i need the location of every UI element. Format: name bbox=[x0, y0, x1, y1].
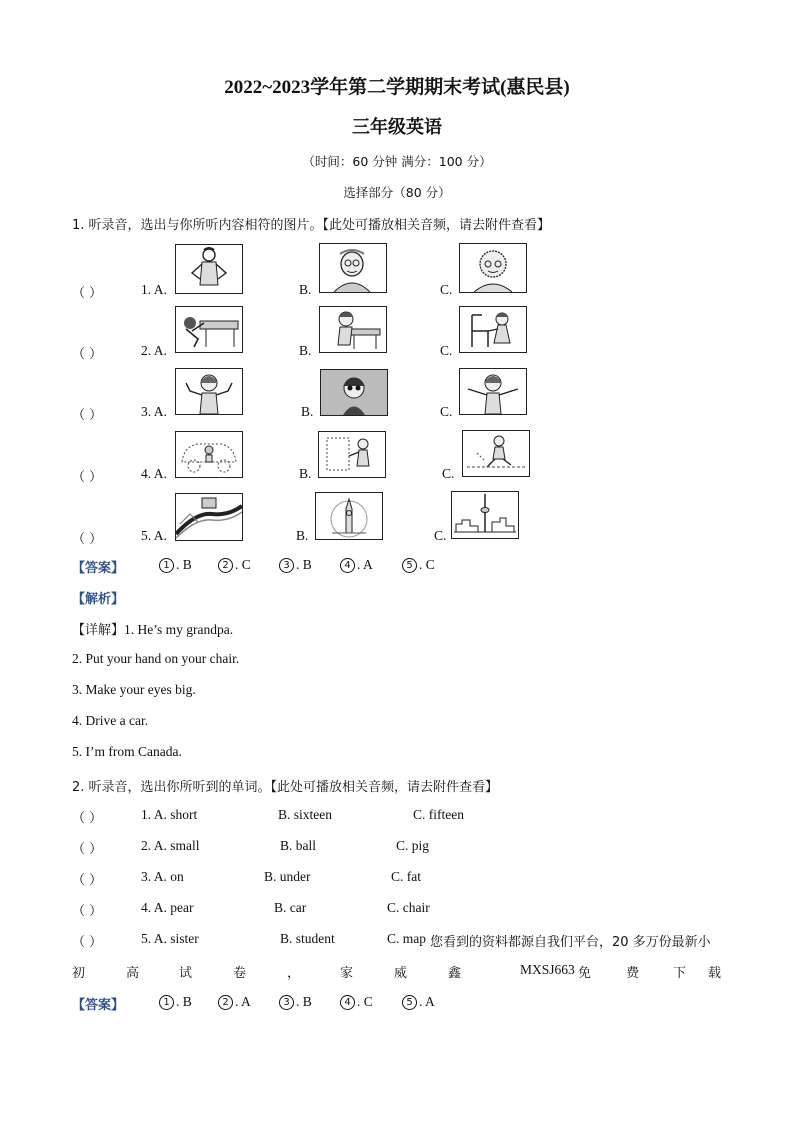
girl-arms-open-picture[interactable] bbox=[459, 368, 527, 415]
q1-row5-b-label: B. bbox=[296, 528, 309, 543]
detail-line: 2. Put your hand on your chair. bbox=[72, 651, 240, 666]
watermark-code: MXSJ663 bbox=[520, 962, 575, 977]
q1-row2-a-label: 2. A. bbox=[141, 343, 167, 358]
q2-row2-a: 2. A. small bbox=[141, 838, 200, 853]
exam-info: （时间：60 分钟 满分：100 分） bbox=[302, 154, 492, 169]
answer-tag: 【答案】 bbox=[72, 561, 125, 576]
great-wall-picture[interactable] bbox=[175, 493, 243, 541]
watermark-char: 家 bbox=[340, 966, 354, 981]
q1-row1-a-label: 1. A. bbox=[141, 282, 167, 297]
watermark-char: ， bbox=[287, 966, 301, 981]
q1-row4-c-label: C. bbox=[442, 466, 455, 481]
q2-row1-c: C. fifteen bbox=[413, 807, 464, 822]
q2-row1-a: 1. A. short bbox=[141, 807, 198, 822]
q2-row3-c: C. fat bbox=[391, 869, 421, 884]
watermark-char: 鑫 bbox=[448, 966, 462, 981]
page-subtitle: 三年级英语 bbox=[352, 117, 442, 138]
q2-row3-a: 3. A. on bbox=[141, 869, 184, 884]
q2-answer-1: 1 . B bbox=[159, 994, 192, 1010]
q1-row4-b-label: B. bbox=[299, 466, 312, 481]
q2-row4-c: C. chair bbox=[387, 900, 430, 915]
boy-door-picture[interactable] bbox=[318, 431, 386, 478]
q2-answer-4: 4 . C bbox=[340, 994, 373, 1010]
q1-answer-4: 4 . A bbox=[340, 557, 373, 573]
analysis-tag: 【解析】 bbox=[72, 592, 125, 607]
answer-blank[interactable]: （ ） bbox=[72, 873, 103, 888]
q1-row5-c-label: C. bbox=[434, 528, 447, 543]
q2-row1-b: B. sixteen bbox=[278, 807, 332, 822]
big-ben-picture[interactable] bbox=[315, 492, 383, 540]
answer-blank[interactable]: （ ） bbox=[72, 347, 103, 362]
q1-row1-c-label: C. bbox=[440, 282, 453, 297]
girl-walking-picture[interactable] bbox=[462, 430, 530, 477]
grandma-picture[interactable] bbox=[459, 243, 527, 293]
q1-answer-2: 2 . C bbox=[218, 557, 251, 573]
watermark-line-1: 您看到的资料都源自我们平台，20 多万份最新小 bbox=[430, 935, 711, 950]
answer-blank[interactable]: （ ） bbox=[72, 842, 103, 857]
girl-chair-picture[interactable] bbox=[459, 306, 527, 353]
q2-row3-b: B. under bbox=[264, 869, 311, 884]
detail-line: 3. Make your eyes big. bbox=[72, 682, 196, 697]
girl-desk-picture[interactable] bbox=[319, 306, 387, 353]
watermark-char: 试 bbox=[179, 966, 193, 981]
q1-answer-1: 1 . B bbox=[159, 557, 192, 573]
answer-blank[interactable]: （ ） bbox=[72, 286, 103, 301]
detail-line: 【详解】1. He’s my grandpa. bbox=[72, 622, 234, 638]
q2-row4-a: 4. A. pear bbox=[141, 900, 194, 915]
q1-row3-b-label: B. bbox=[301, 404, 314, 419]
q2-row5-c: C. map bbox=[387, 931, 426, 946]
answer-blank[interactable]: （ ） bbox=[72, 811, 103, 826]
q2-answer-5: 5 . A bbox=[402, 994, 435, 1010]
answer-tag: 【答案】 bbox=[72, 998, 125, 1013]
q1-row2-b-label: B. bbox=[299, 343, 312, 358]
q1-row4-a-label: 4. A. bbox=[141, 466, 167, 481]
answer-blank[interactable]: （ ） bbox=[72, 532, 103, 547]
answer-blank[interactable]: （ ） bbox=[72, 904, 103, 919]
cn-tower-picture[interactable] bbox=[451, 491, 519, 539]
q1-answer-3: 3 . B bbox=[279, 557, 312, 573]
q1-row3-c-label: C. bbox=[440, 404, 453, 419]
watermark-char: 卷 bbox=[233, 966, 247, 981]
watermark-char: 高 bbox=[126, 966, 140, 981]
q1-row1-b-label: B. bbox=[299, 282, 312, 297]
page-title: 2022~2023学年第二学期期末考试(惠民县) bbox=[224, 77, 570, 98]
q2-answer-3: 3 . B bbox=[279, 994, 312, 1010]
answer-blank[interactable]: （ ） bbox=[72, 408, 103, 423]
desk-hand-picture[interactable] bbox=[175, 306, 243, 353]
q1-prompt: 1. 听录音，选出与你所听内容相符的图片。【此处可播放相关音频，请去附件查看】 bbox=[72, 218, 551, 233]
watermark-char: 费 bbox=[626, 966, 640, 981]
boy-arms-akimbo-picture[interactable] bbox=[175, 244, 243, 294]
q2-row5-b: B. student bbox=[280, 931, 335, 946]
grandpa-picture[interactable] bbox=[319, 243, 387, 293]
q2-row2-c: C. pig bbox=[396, 838, 430, 853]
detail-tag: 【详解】 bbox=[72, 623, 125, 638]
watermark-char: 初 bbox=[72, 966, 86, 981]
watermark-char: 免 bbox=[578, 966, 592, 981]
girl-big-eyes-picture[interactable] bbox=[320, 369, 388, 416]
detail-line: 4. Drive a car. bbox=[72, 713, 149, 728]
q2-row2-b: B. ball bbox=[280, 838, 316, 853]
q2-row4-b: B. car bbox=[274, 900, 307, 915]
drive-car-picture[interactable] bbox=[175, 431, 243, 478]
girl-shrug-picture[interactable] bbox=[175, 368, 243, 415]
watermark-char: 下 bbox=[673, 966, 687, 981]
watermark-char: 威 bbox=[394, 966, 408, 981]
answer-blank[interactable]: （ ） bbox=[72, 470, 103, 485]
q1-row3-a-label: 3. A. bbox=[141, 404, 167, 419]
detail-line: 5. I’m from Canada. bbox=[72, 744, 182, 759]
q1-row2-c-label: C. bbox=[440, 343, 453, 358]
watermark-char: 载 bbox=[708, 966, 722, 981]
q1-row5-a-label: 5. A. bbox=[141, 528, 167, 543]
q2-row5-a: 5. A. sister bbox=[141, 931, 199, 946]
answer-blank[interactable]: （ ） bbox=[72, 935, 103, 950]
q2-prompt: 2. 听录音，选出你所听到的单词。【此处可播放相关音频，请去附件查看】 bbox=[72, 780, 499, 795]
section-heading: 选择部分（80 分） bbox=[343, 185, 451, 200]
q2-answer-2: 2 . A bbox=[218, 994, 251, 1010]
q1-answer-5: 5 . C bbox=[402, 557, 435, 573]
